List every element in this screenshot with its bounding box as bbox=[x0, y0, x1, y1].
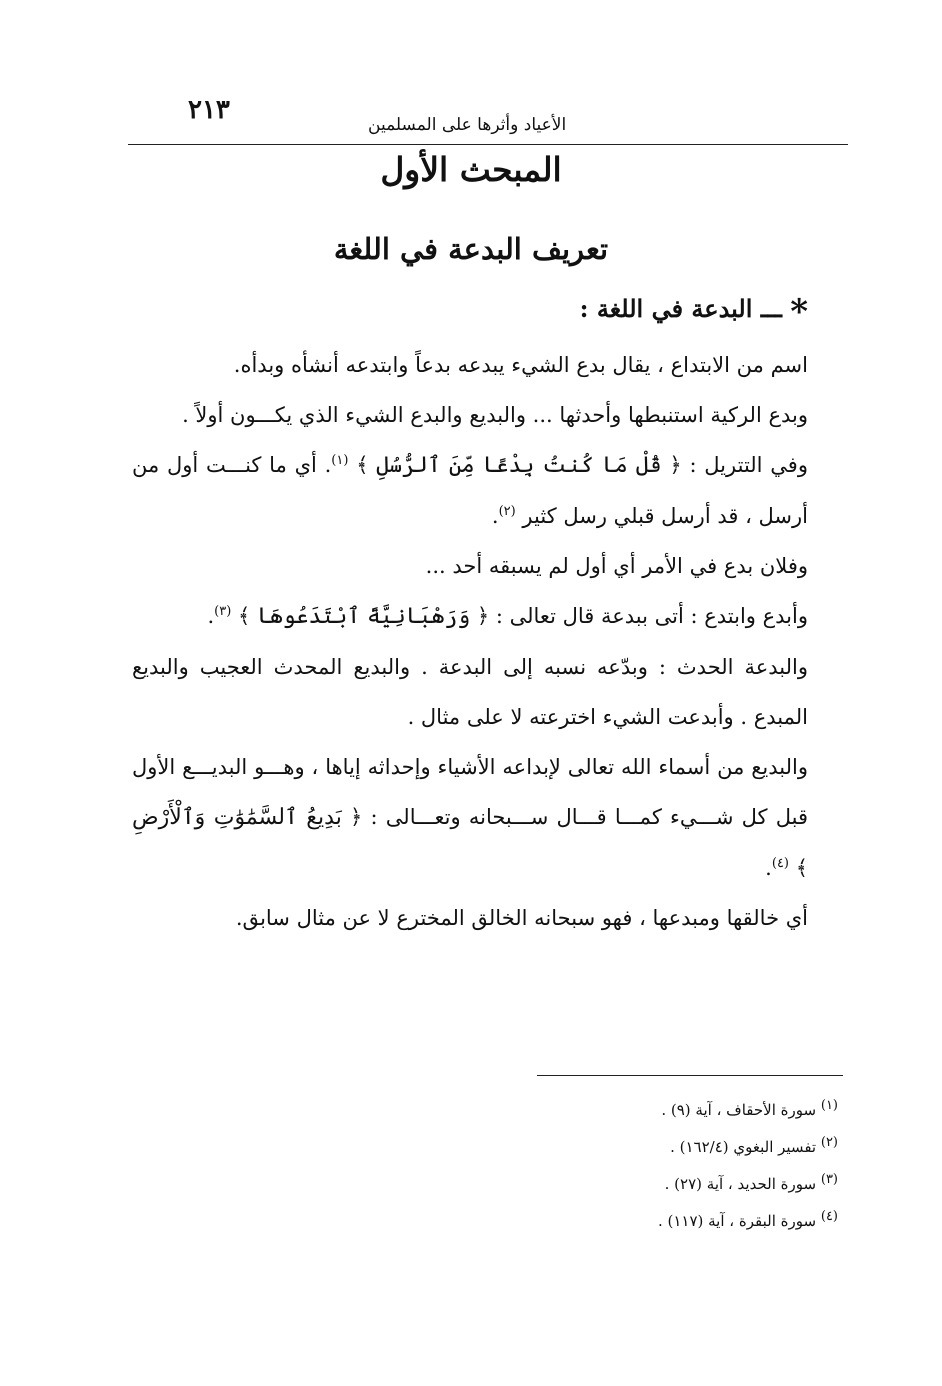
footnote-ref-1: (١) bbox=[331, 453, 349, 468]
paragraph-3-middle: . أي ما كنـــت أول من أرسل ، قد أرسل قبلي رسل كثير bbox=[132, 453, 808, 528]
header-rule bbox=[128, 144, 848, 145]
star-marker: * bbox=[790, 292, 808, 332]
paragraph-3-end: . bbox=[491, 504, 499, 528]
footnote-text: تفسير البغوي (١٦٢/٤) . bbox=[670, 1138, 817, 1156]
paragraph-3 bbox=[132, 440, 808, 541]
quran-verse-1: قُلْ مَا كُنتُ بِدْعًا مِّنَ ٱلرُّسُلِ bbox=[376, 453, 662, 478]
paragraph-7-intro: والبديع من أسماء الله تعالى لإبداعه الأشياء وإحداثه إياها ، وهـــو البديـــع الأول قبل كل شـــيء كمـــا قـــال ســـبحانه وتعـــالى : ﴿ bbox=[132, 755, 808, 829]
footnote-number: (٣) bbox=[820, 1172, 838, 1187]
quran-close-bracket: ﴾ bbox=[795, 856, 808, 880]
body-text bbox=[132, 340, 808, 943]
paragraph-5-end: . bbox=[207, 604, 215, 628]
footnotes bbox=[658, 1092, 838, 1240]
footnote-item bbox=[658, 1092, 838, 1129]
paragraph-7 bbox=[132, 742, 808, 893]
footnote-item bbox=[658, 1129, 838, 1166]
paragraph-1: اسم من الابتداع ، يقال بدع الشيء يبدعه بدعاً وابتدعه أنشأه وبدأه. bbox=[233, 353, 808, 377]
footnote-number: (٢) bbox=[820, 1135, 838, 1150]
paragraph-2: وبدع الركية استنبطها وأحدثها ... والبديع والبدع الشيء الذي يكـــون أولاً . bbox=[182, 403, 808, 427]
subheading bbox=[580, 292, 808, 332]
footnote-ref-2: (٢) bbox=[498, 504, 516, 519]
footnote-item bbox=[658, 1166, 838, 1203]
running-header bbox=[128, 95, 848, 145]
footnote-item bbox=[658, 1203, 838, 1240]
paragraph-5-intro: وأبدع وابتدع : أتى ببدعة قال تعالى : ﴿ bbox=[476, 604, 808, 628]
paragraph-7-end: . bbox=[765, 856, 772, 880]
paragraph-6: والبدعة الحدث : وبدّعه نسبه إلى البدعة . والبديع المحدث العجيب والبديع المبدع . وأبدعت الشيء اخترعته لا على مثال . bbox=[132, 655, 808, 729]
footnote-text: سورة الحديد ، آية (٢٧) . bbox=[664, 1175, 817, 1193]
footnote-number: (١) bbox=[820, 1098, 838, 1113]
footnote-ref-4: (٤) bbox=[771, 856, 789, 871]
paragraph-4: وفلان بدع في الأمر أي أول لم يسبقه أحد ... bbox=[425, 554, 808, 578]
footnote-rule bbox=[537, 1075, 843, 1076]
chapter-title: المبحث الأول bbox=[380, 150, 562, 189]
quran-verse-3: بَدِيعُ ٱلسَّمَٰوَٰتِ وَٱلْأَرْضِ bbox=[132, 805, 342, 830]
footnote-ref-3: (٣) bbox=[214, 604, 232, 619]
footnote-number: (٤) bbox=[820, 1209, 838, 1224]
footnote-text: سورة الأحقاف ، آية (٩) . bbox=[661, 1101, 817, 1119]
section-title: تعريف البدعة في اللغة bbox=[333, 232, 609, 266]
page-number: ٢١٣ bbox=[188, 95, 230, 125]
book-title: الأعياد وأثرها على المسلمين bbox=[368, 115, 567, 135]
footnote-text: سورة البقرة ، آية (١١٧) . bbox=[657, 1212, 817, 1230]
quran-verse-2: وَرَهْبَانِيَّةً ٱبْتَدَعُوهَا bbox=[256, 604, 471, 629]
paragraph-5 bbox=[132, 591, 808, 642]
paragraph-3-intro: وفي التتريل : ﴿ bbox=[669, 453, 808, 477]
quran-close-bracket: ﴾ bbox=[237, 604, 251, 628]
quran-close-bracket: ﴾ bbox=[356, 453, 369, 477]
subheading-text: ـــ البدعة في اللغة : bbox=[579, 294, 782, 323]
paragraph-8: أي خالقها ومبدعها ، فهو سبحانه الخالق المخترع لا عن مثال سابق. bbox=[235, 906, 808, 930]
